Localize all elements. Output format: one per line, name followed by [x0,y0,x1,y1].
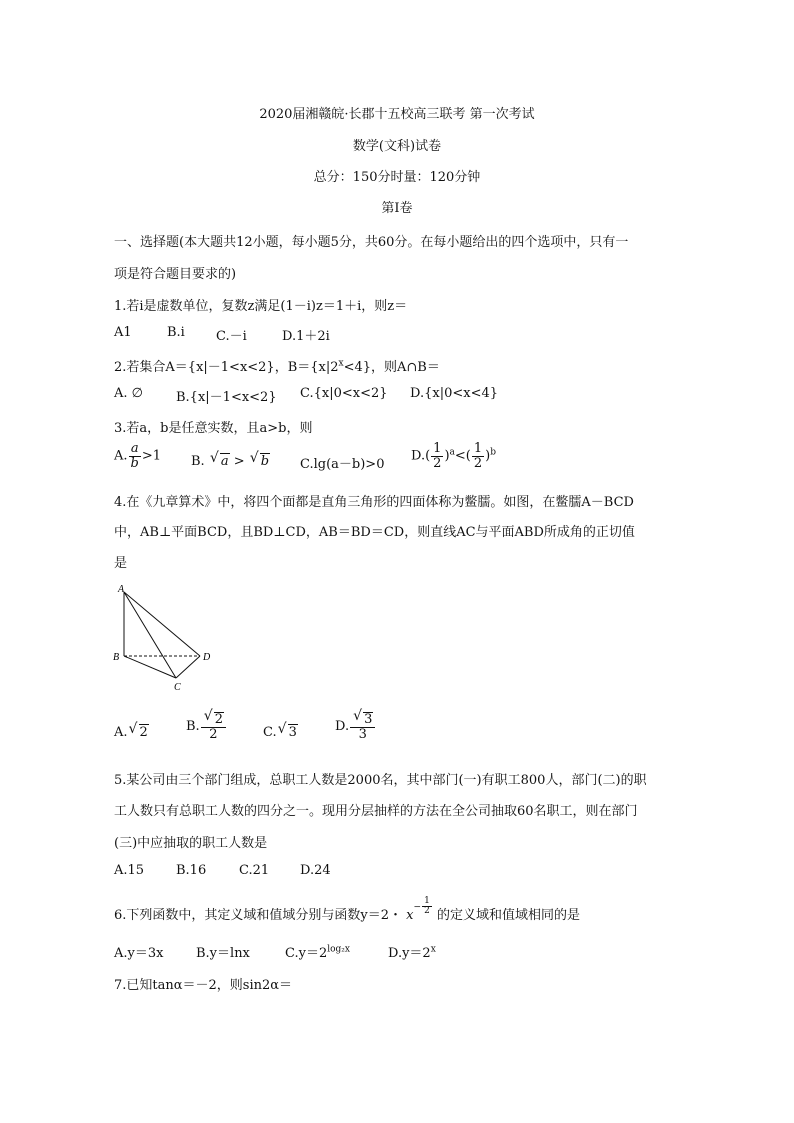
q3-option-c: C.lg(a－b)>0 [300,457,385,472]
q6-option-b: B.y＝lnx [196,946,250,961]
exam-title: 2020届湘赣皖·长郡十五校高三联考 第一次考试 [259,107,535,122]
q6-option-a: A.y＝3x [114,946,164,961]
q1-option-b: B.i [167,325,185,340]
q5-option-b: B.16 [176,863,207,878]
vertex-label-d: D [203,652,211,663]
vertex-label-c: C [174,682,181,693]
q2-stem: 2.若集合A＝{x|－1<x<2}，$B=\{x|2^x<4\}$，则A∩B＝ [114,358,440,375]
q3-option-a: A. $\frac{a}{b}$ >1 [114,441,162,471]
edge-ad [124,592,200,656]
q5-stem-line3: (三)中应抽取的职工人数是 [114,836,268,851]
q5-option-a: A.15 [114,863,145,878]
q4-option-a: A. √ 2 [114,721,148,740]
vertex-label-a: A [118,584,125,595]
q5-stem-line1: 5.某公司由三个部门组成，总职工人数是2000名，其中部门(一)有职工800人，部门(二)的职 [114,773,647,788]
q2-option-d: D.{x|0<x<4} [410,386,499,401]
q1-option-c: C.－i [216,329,247,344]
q4-stem-line2: 中，AB⊥平面BCD，且BD⊥CD，AB＝BD＝CD，则直线AC与平面ABD所成角的正切值 [114,525,635,540]
edge-cd [176,656,200,678]
q1-option-a: A1 [114,325,132,340]
section-heading-line2: 项是符合题目要求的) [114,267,237,282]
q4-option-c: C. √ 3 [263,721,297,740]
edge-ac [124,592,176,678]
q6-option-c: $C.y=2^{log_2x}$ [285,944,350,961]
score-time: 总分：150分时量：120分钟 [313,170,481,185]
q4-stem-line1: 4.在《九章算术》中，将四个面都是直角三角形的四面体称为鳖臑。如图，在鳖臑A－BCD [114,495,634,510]
q3-option-b: B. √ a > √ b [191,450,270,469]
q2-option-c: C.{x|0<x<2} [300,386,388,401]
q4-option-d: D. √ 3 3 [335,712,376,741]
vertex-label-b: B [113,652,120,663]
exam-subject: 数学(文科)试卷 [352,139,442,154]
volume-label: 第I卷 [381,201,413,216]
edge-bc [124,656,176,678]
q5-stem-line2: 工人数只有总职工人数的四分之一。现用分层抽样的方法在全公司抽取60名职工，则在部门 [114,804,638,819]
q6-option-d: $D.y=2^x$ [388,944,436,961]
q3-stem: 3.若a，b是任意实数，且a>b，则 [114,421,313,436]
q3-option-d: D.( $\frac{1}{2}$ )$^a$<( $\frac{1}{2}$ )$^b$ [411,441,496,471]
q5-option-c: C.21 [239,863,270,878]
q6-stem: 6.下列函数中，其定义域和值域分别与函数y＝2・ x− $\frac{1}{2}$ 的定义域和值域相同的是 [114,895,580,923]
q5-option-d: D.24 [300,863,331,878]
q2-option-a: A. ∅ [114,386,143,401]
section-heading-line1: 一、选择题(本大题共12小题，每小题5分，共60分。在每小题给出的四个选项中，只有一 [114,235,629,250]
q1-stem: 1.若i是虚数单位，复数z满足(1－i)z＝1＋i，则z＝ [114,299,408,314]
q4-stem-line3: 是 [114,556,128,571]
q2-option-b: B.{x|－1<x<2} [176,390,277,405]
q7-stem: 7.已知tanα＝－2，则sin2α＝ [114,978,293,993]
q1-option-d: D.1＋2i [282,329,330,344]
tetrahedron-figure [108,580,228,695]
q4-option-b: B. √ 2 2 [186,712,227,741]
